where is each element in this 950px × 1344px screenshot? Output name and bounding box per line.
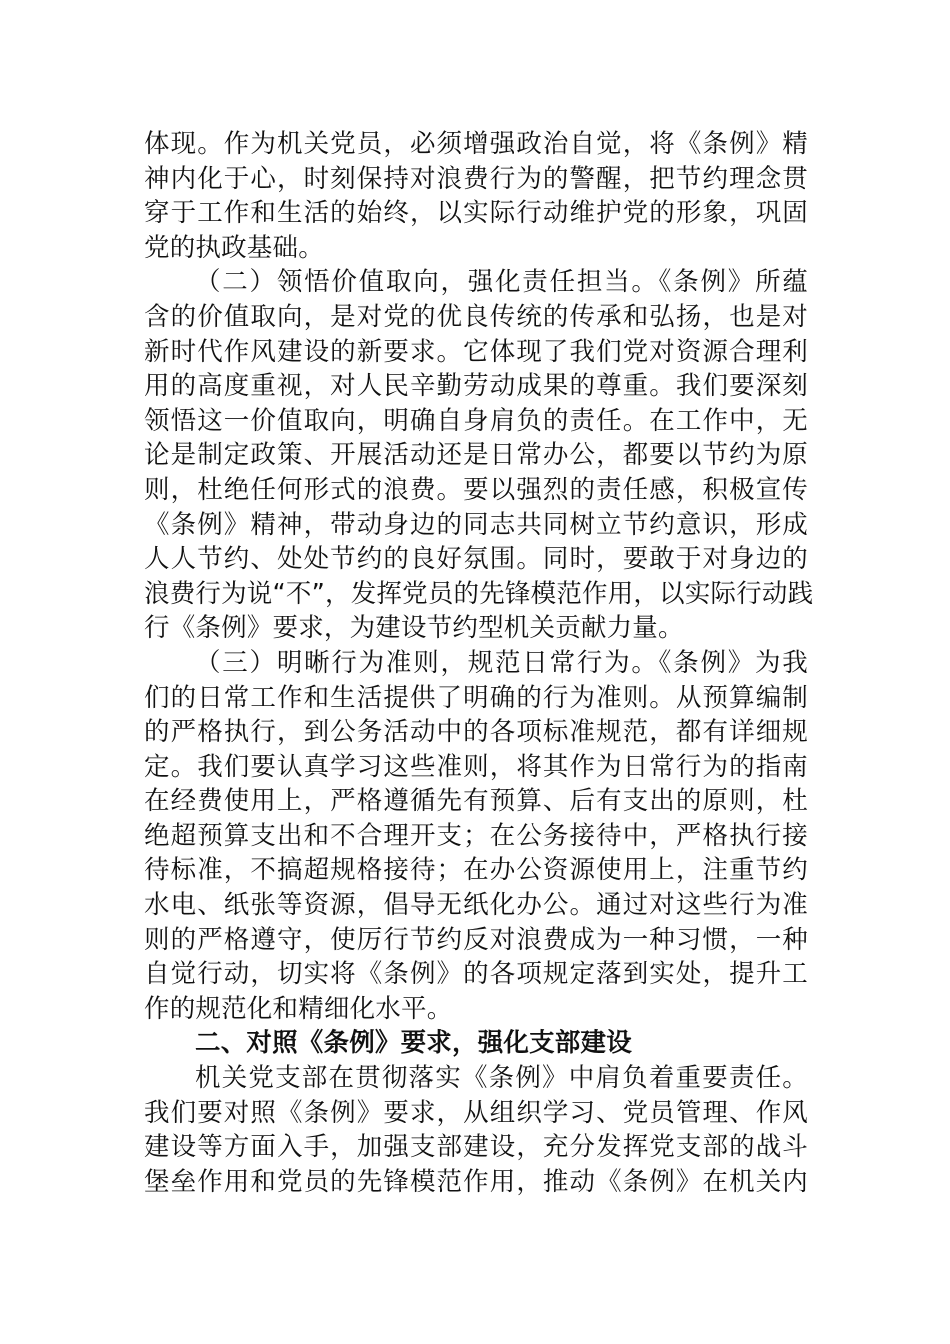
paragraph-line: 党的执政基础。: [144, 232, 324, 263]
paragraph-line: 穿于工作和生活的始终，以实际行动维护党的形象，巩固: [144, 198, 808, 229]
document-body: [144, 127, 814, 1199]
section-heading-line: （二）领悟价值取向，强化责任担当。《条例》所蕴: [195, 267, 808, 298]
paragraph-line: 则，杜绝任何形式的浪费。要以强烈的责任感，积极宣传: [144, 474, 808, 505]
paragraph-line: 水电、纸张等资源，倡导无纸化办公。通过对这些行为准: [144, 890, 808, 921]
paragraph-line: 行《条例》要求，为建设节约型机关贡献力量。: [144, 613, 684, 644]
paragraph-line: 在经费使用上，严格遵循先有预算、后有支出的原则，杜: [144, 786, 808, 817]
paragraph-line: 浪费行为说“不”，发挥党员的先锋模范作用，以实际行动践: [144, 578, 814, 609]
paragraph-line: 体现。作为机关党员，必须增强政治自觉，将《条例》精: [144, 129, 808, 159]
paragraph-line: 《条例》精神，带动身边的同志共同树立节约意识，形成: [144, 509, 808, 540]
paragraph-line: 论是制定政策、开展活动还是日常办公，都要以节约为原: [144, 440, 808, 471]
paragraph-line: 机关党支部在贯彻落实《条例》中肩负着重要责任。: [195, 1063, 808, 1094]
paragraph-line: 建设等方面入手，加强支部建设，充分发挥党支部的战斗: [144, 1132, 808, 1163]
paragraph-line: 作的规范化和精细化水平。: [144, 993, 453, 1024]
paragraph-line: 人人节约、处处节约的良好氛围。同时，要敢于对身边的: [144, 544, 808, 575]
paragraph-line: 自觉行动，切实将《条例》的各项规定落到实处，提升工: [144, 959, 808, 990]
paragraph-line: 领悟这一价值取向，明确自身肩负的责任。在工作中，无: [144, 405, 808, 436]
paragraph-line: 的严格执行，到公务活动中的各项标准规范，都有详细规: [144, 717, 808, 748]
paragraph-line: 绝超预算支出和不合理开支；在公务接待中，严格执行接: [144, 820, 808, 851]
chapter-heading: 二、对照《条例》要求，强化支部建设: [195, 1028, 632, 1059]
paragraph-line: 待标准，不搞超规格接待；在办公资源使用上，注重节约: [144, 855, 808, 886]
paragraph-line: 新时代作风建设的新要求。它体现了我们党对资源合理利: [144, 336, 808, 367]
paragraph-line: 我们要对照《条例》要求，从组织学习、党员管理、作风: [144, 1097, 808, 1128]
paragraph-line: 定。我们要认真学习这些准则，将其作为日常行为的指南: [144, 751, 808, 782]
section-heading-line: （三）明晰行为准则，规范日常行为。《条例》为我: [195, 647, 808, 678]
paragraph-line: 们的日常工作和生活提供了明确的行为准则。从预算编制: [144, 682, 808, 713]
paragraph-line: 堡垒作用和党员的先锋模范作用，推动《条例》在机关内: [144, 1166, 808, 1197]
paragraph-line: 含的价值取向，是对党的优良传统的传承和弘扬，也是对: [144, 301, 808, 332]
paragraph-line: 神内化于心，时刻保持对浪费行为的警醒，把节约理念贯: [144, 163, 808, 194]
paragraph-line: 用的高度重视，对人民辛勤劳动成果的尊重。我们要深刻: [144, 371, 808, 402]
paragraph-line: 则的严格遵守，使厉行节约反对浪费成为一种习惯，一种: [144, 924, 808, 955]
